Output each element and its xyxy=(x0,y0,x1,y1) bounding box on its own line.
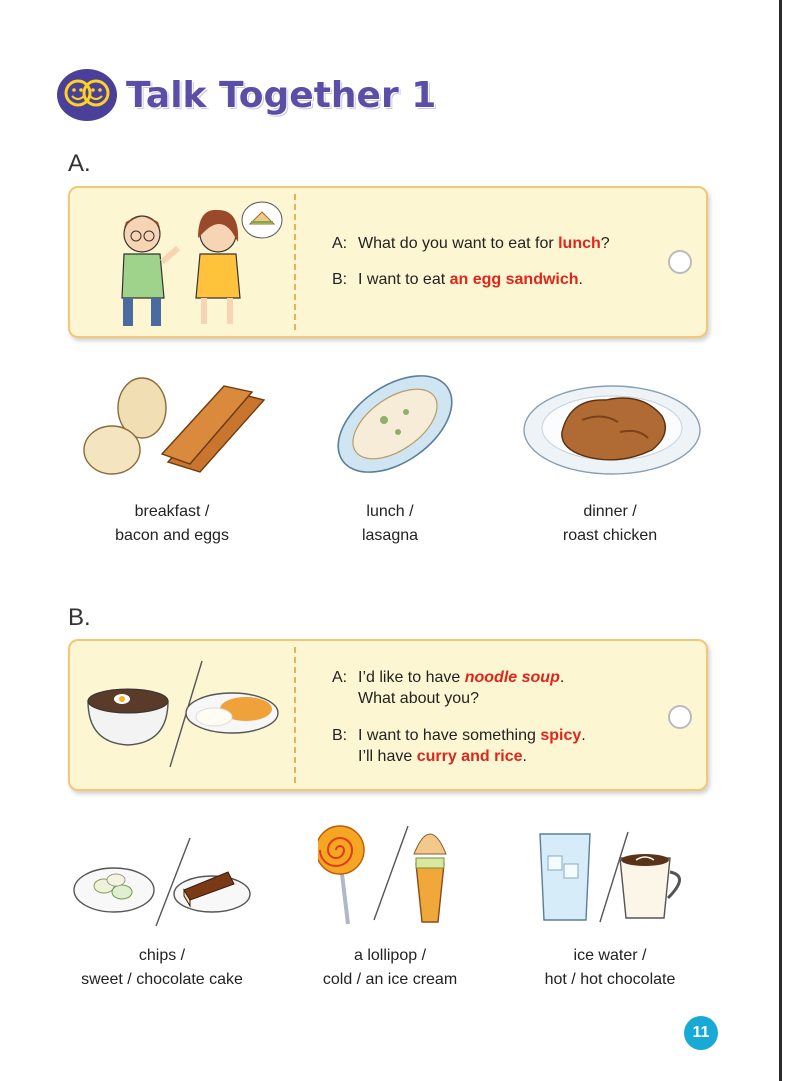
food-item-label xyxy=(290,944,490,992)
dialogue-line: What about you? xyxy=(358,690,479,707)
section-a-label: A. xyxy=(68,150,91,177)
page-title: Talk Together 1 xyxy=(126,74,437,116)
divider xyxy=(294,647,296,783)
speaker-a: A: xyxy=(332,235,348,252)
page-edge xyxy=(779,0,782,1081)
dialogue-b xyxy=(332,667,586,767)
roast-chicken-illustration xyxy=(522,372,702,478)
punch-hole xyxy=(668,250,692,274)
lasagna-illustration xyxy=(328,368,462,480)
dialogue-a xyxy=(332,233,610,290)
chips-and-cake-illustration xyxy=(72,832,254,928)
speaker-b: B: xyxy=(332,271,348,288)
item-line: ice water / xyxy=(573,947,647,964)
lollipop-and-ice-cream-illustration xyxy=(318,814,468,926)
item-line: hot / hot chocolate xyxy=(544,971,676,988)
item-line: cold / an ice cream xyxy=(322,971,458,988)
highlight-word: an egg sandwich xyxy=(449,271,579,288)
speaker-b: B: xyxy=(332,727,348,744)
food-item-label xyxy=(500,944,720,992)
item-line: lunch / xyxy=(366,503,414,520)
item-line: breakfast / xyxy=(134,503,210,520)
dialogue-line: I want to have something spicy. xyxy=(358,727,586,744)
page-number-badge: 11 xyxy=(684,1016,718,1050)
kids-talking-illustration xyxy=(94,198,284,328)
food-item-label xyxy=(50,944,274,992)
item-line: lasagna xyxy=(361,527,419,544)
header xyxy=(56,66,436,124)
dialogue-line: I want to eat an egg sandwich. xyxy=(358,271,583,288)
item-line: dinner / xyxy=(583,503,637,520)
bacon-and-eggs-illustration xyxy=(82,372,268,480)
item-line: bacon and eggs xyxy=(115,527,229,544)
ice-water-and-hot-chocolate-illustration xyxy=(534,828,694,924)
item-line: roast chicken xyxy=(562,527,658,544)
food-item-label xyxy=(500,500,720,548)
section-b-label: B. xyxy=(68,604,91,631)
dialogue-line: I’d like to have noodle soup. xyxy=(358,669,565,686)
dialogue-box-b xyxy=(68,639,708,791)
speaker-a: A: xyxy=(332,669,348,686)
item-line: sweet / chocolate cake xyxy=(81,971,243,988)
item-line: chips / xyxy=(138,947,186,964)
item-line: a lollipop / xyxy=(353,947,427,964)
dialogue-box-a xyxy=(68,186,708,338)
dialogue-line: What do you want to eat for lunch? xyxy=(358,235,610,252)
highlight-word: lunch xyxy=(558,235,601,252)
highlight-word: curry and rice xyxy=(416,748,523,765)
food-item-label xyxy=(290,500,490,548)
punch-hole xyxy=(668,705,692,729)
highlight-word: spicy xyxy=(540,727,582,744)
smiling-faces-icon xyxy=(56,68,118,122)
noodle-soup-and-curry-illustration xyxy=(82,657,282,775)
highlight-word: noodle soup xyxy=(464,669,560,686)
divider xyxy=(294,194,296,330)
dialogue-line: I’ll have curry and rice. xyxy=(358,748,527,765)
food-item-label xyxy=(62,500,282,548)
